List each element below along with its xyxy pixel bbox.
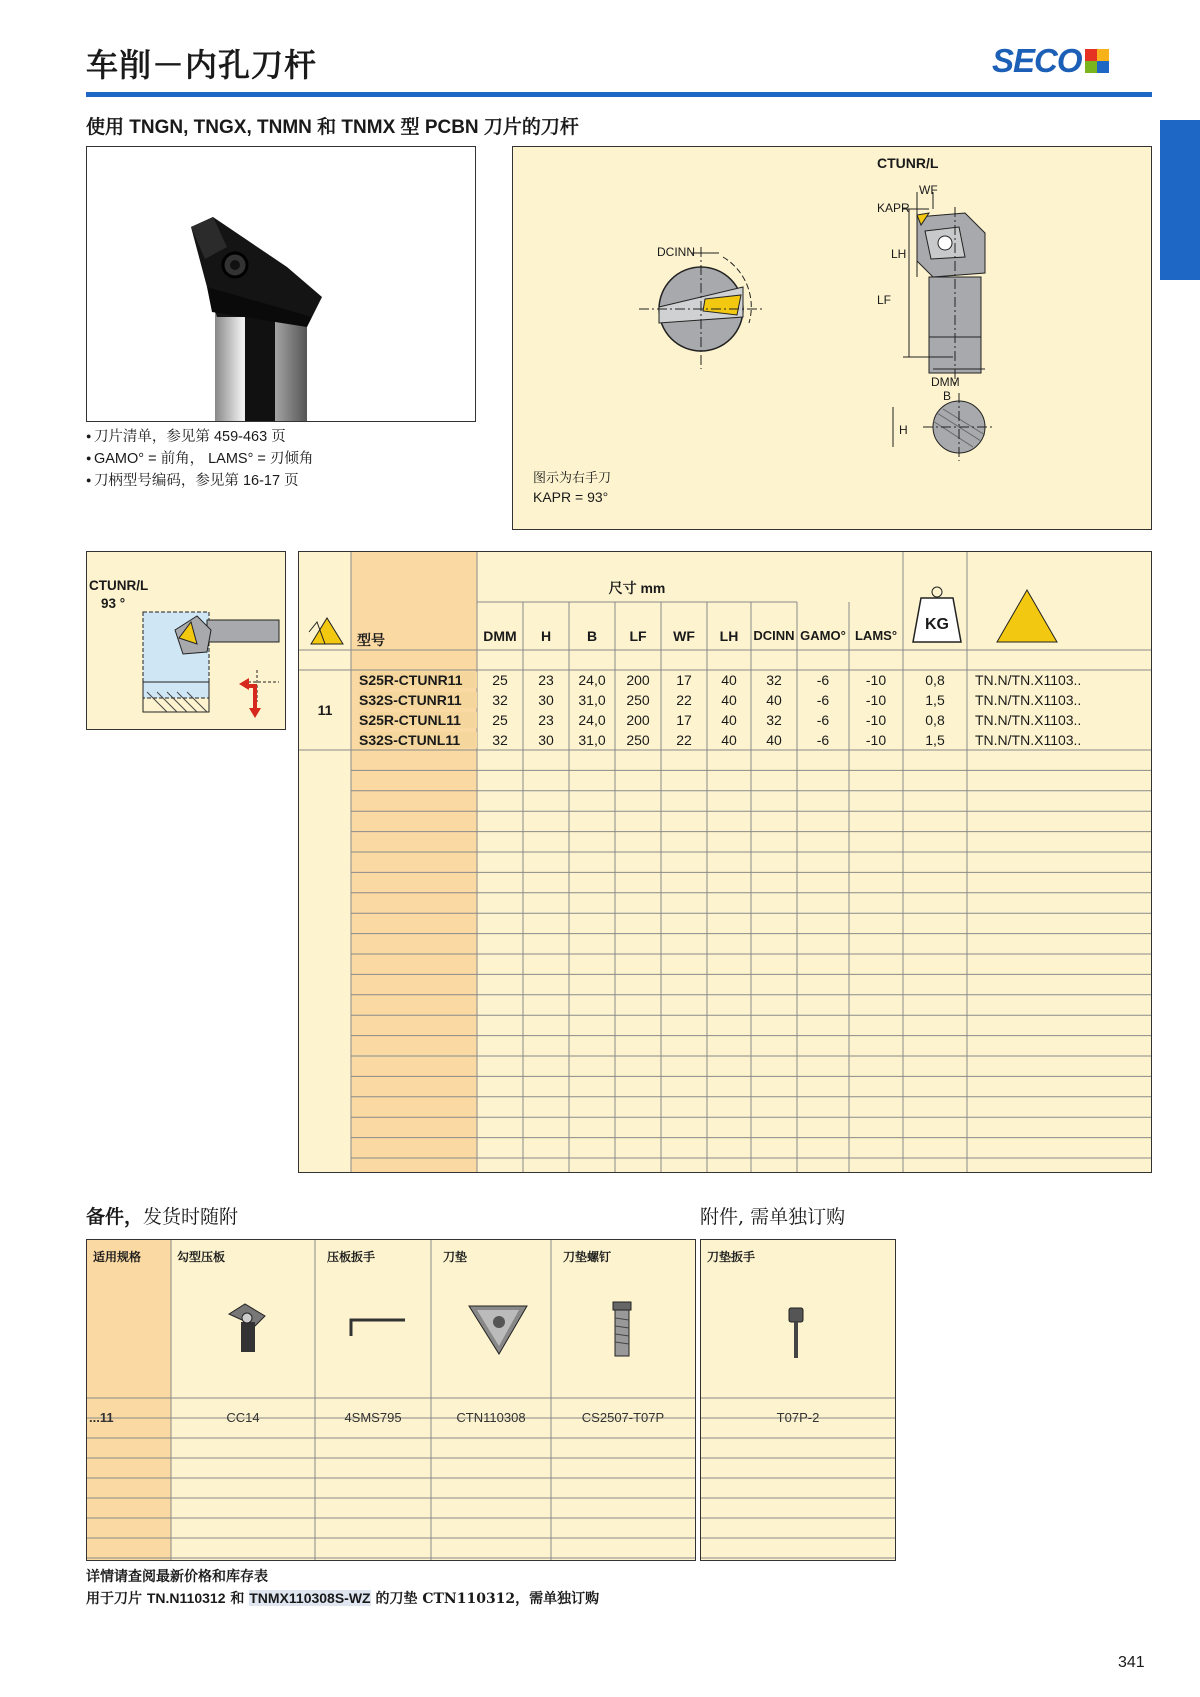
kg-header: KG [925, 616, 949, 633]
accessories-shim-key-value: T07P-2 [776, 1410, 820, 1425]
model-cell: S32S-CTUNR11 [359, 692, 477, 708]
table-grid [299, 552, 1151, 1172]
weight-cell: 1,5 [925, 692, 945, 708]
clamp-key-icon [349, 1314, 407, 1338]
dimension-cell: 23 [538, 712, 554, 728]
spares-header-clamp: 勾型压板 [177, 1250, 226, 1264]
footer-code-1: TN.N110312 [146, 1590, 226, 1606]
label-b: B [943, 389, 952, 403]
weight-icon [911, 586, 963, 644]
label-wf: WF [919, 183, 938, 197]
column-header: GAMO° [800, 628, 846, 643]
diagram-title: CTUNR/L [877, 155, 939, 171]
insert-triangle-icon [995, 586, 1059, 644]
spares-grid [87, 1240, 695, 1560]
spares-clamp-key-value: 4SMS795 [344, 1410, 402, 1425]
column-header: H [540, 628, 552, 644]
logo-mark-icon [1085, 49, 1109, 73]
notes-list [86, 426, 313, 492]
footer-note-suffix: 的刀垫 CTN110312，需单独订购 [370, 1591, 600, 1607]
column-header: LF [629, 628, 647, 644]
insert-cell: TN.N/TN.X1103.. [975, 672, 1082, 688]
dimension-cell: 25 [492, 712, 508, 728]
column-header: LAMS° [854, 628, 898, 643]
label-dcinn: DCINN [657, 245, 695, 259]
insert-cell: TN.N/TN.X1103.. [975, 712, 1082, 728]
model-cell: S25R-CTUNR11 [359, 672, 477, 688]
logo-text: SECO [992, 42, 1082, 79]
label-h: H [899, 423, 908, 437]
dimension-cell: 250 [626, 732, 650, 748]
column-header: DCINN [753, 628, 795, 643]
spares-header-size: 适用规格 [93, 1250, 142, 1264]
shim-screw-icon [607, 1298, 637, 1362]
small-diagram-angle: 93 ° [101, 596, 126, 611]
dimension-cell: -6 [816, 712, 830, 728]
dimension-cell: 17 [676, 712, 692, 728]
accessories-grid [701, 1240, 895, 1560]
dimension-cell: 40 [766, 692, 782, 708]
weight-cell: 0,8 [925, 712, 945, 728]
dimension-cell: 32 [492, 732, 508, 748]
page-number: 341 [1118, 1654, 1145, 1671]
spares-clamp-value: CC14 [226, 1410, 260, 1425]
dimension-cell: 40 [766, 732, 782, 748]
spares-header-shim: 刀垫 [443, 1250, 468, 1264]
shim-key-icon [785, 1304, 807, 1362]
column-header: LH [719, 628, 739, 644]
page-title: 车削－内孔刀杆 [86, 46, 318, 84]
dimension-cell: 40 [721, 692, 737, 708]
weight-cell: 0,8 [925, 672, 945, 688]
accessories-header-shim-key: 刀垫扳手 [707, 1250, 756, 1264]
dimension-cell: 31,0 [578, 732, 606, 748]
dimension-cell: 40 [721, 712, 737, 728]
column-header: WF [673, 628, 695, 644]
header-rule [86, 92, 1152, 97]
shim-icon [465, 1302, 531, 1358]
footer-note-2 [86, 1588, 599, 1608]
label-kapr: KAPR [877, 201, 910, 215]
holder-style-icon [87, 552, 285, 729]
brand-logo [992, 44, 1109, 78]
spares-title-rest: 发货时随附 [143, 1206, 239, 1228]
dimension-cell: 250 [626, 692, 650, 708]
note-item: ● 刀柄型号编码，参见第 16-17 页 [86, 470, 313, 492]
insert-cell: TN.N/TN.X1103.. [975, 692, 1082, 708]
spares-size-cell: ...11 [89, 1410, 114, 1425]
dimension-cell: 32 [492, 692, 508, 708]
dimension-cell: 200 [626, 672, 650, 688]
spares-shim-value: CTN110308 [456, 1410, 526, 1425]
size-cell: 11 [317, 702, 333, 718]
insert-shape-icon [307, 614, 345, 646]
footer-note-1: 详情请查阅最新价格和库存表 [86, 1569, 268, 1585]
note-item: ● GAMO° = 前角， LAMS° = 刃倾角 [86, 448, 313, 470]
dimension-cell: -6 [816, 672, 830, 688]
dimension-cell: 30 [538, 692, 554, 708]
dimension-cell: -10 [865, 692, 887, 708]
dimension-cell: -10 [865, 732, 887, 748]
clamp-icon [225, 1300, 269, 1354]
page-subtitle: 使用 TNGN, TNGX, TNMN 和 TNMX 型 PCBN 刀片的刀杆 [86, 117, 579, 138]
footer-and: 和 [225, 1591, 250, 1607]
column-header: DMM [483, 628, 517, 644]
dimension-cell: 22 [676, 692, 692, 708]
holder-style-diagram [86, 551, 286, 730]
column-header: B [586, 628, 598, 644]
dimension-cell: 31,0 [578, 692, 606, 708]
label-lh: LH [891, 247, 907, 261]
small-diagram-title: CTUNR/L [89, 578, 149, 593]
model-cell: S25R-CTUNL11 [359, 712, 477, 728]
spares-title-bold: 备件， [86, 1206, 144, 1228]
model-cell: S32S-CTUNL11 [359, 732, 477, 748]
weight-cell: 1,5 [925, 732, 945, 748]
note-item: ● 刀片清单，参见第 459-463 页 [86, 426, 313, 448]
dimension-cell: 32 [766, 672, 782, 688]
dimension-group-header: 尺寸 mm [608, 580, 666, 596]
dimension-cell: 23 [538, 672, 554, 688]
spares-shim-screw-value: CS2507-T07P [581, 1410, 665, 1425]
dimension-cell: 32 [766, 712, 782, 728]
diagram-caption-hand: 图示为右手刀 [533, 471, 612, 486]
product-photo [86, 146, 476, 422]
dimension-cell: -6 [816, 732, 830, 748]
dimension-cell: 40 [721, 732, 737, 748]
spares-header-clamp-key: 压板扳手 [327, 1250, 376, 1264]
spares-header-shim-screw: 刀垫螺钉 [563, 1250, 612, 1264]
dimension-cell: 30 [538, 732, 554, 748]
dimension-cell: 40 [721, 672, 737, 688]
footer-note-prefix: 用于刀片 [86, 1591, 147, 1607]
label-lf: LF [877, 293, 892, 307]
accessories-table [700, 1239, 896, 1561]
technical-diagram [512, 146, 1152, 530]
dimension-cell: -10 [865, 672, 887, 688]
dimension-cell: 22 [676, 732, 692, 748]
section-tab [1160, 120, 1200, 280]
accessories-title: 附件, 需单独订购 [700, 1206, 846, 1228]
dimension-cell: 25 [492, 672, 508, 688]
dimension-cell: 24,0 [578, 712, 606, 728]
boring-bar-photo-icon [87, 147, 475, 421]
dimension-cell: -10 [865, 712, 887, 728]
footer-code-2: TNMX110308S-WZ [249, 1590, 371, 1606]
dimension-cell: -6 [816, 692, 830, 708]
dimension-cell: 24,0 [578, 672, 606, 688]
model-header: 型号 [357, 632, 385, 648]
insert-cell: TN.N/TN.X1103.. [975, 732, 1082, 748]
diagram-caption-kapr: KAPR = 93° [533, 489, 609, 505]
dimension-cell: 17 [676, 672, 692, 688]
holder-table [298, 551, 1152, 1173]
dimension-cell: 200 [626, 712, 650, 728]
label-dmm: DMM [931, 375, 960, 389]
spares-title [86, 1202, 238, 1229]
spares-table [86, 1239, 696, 1561]
